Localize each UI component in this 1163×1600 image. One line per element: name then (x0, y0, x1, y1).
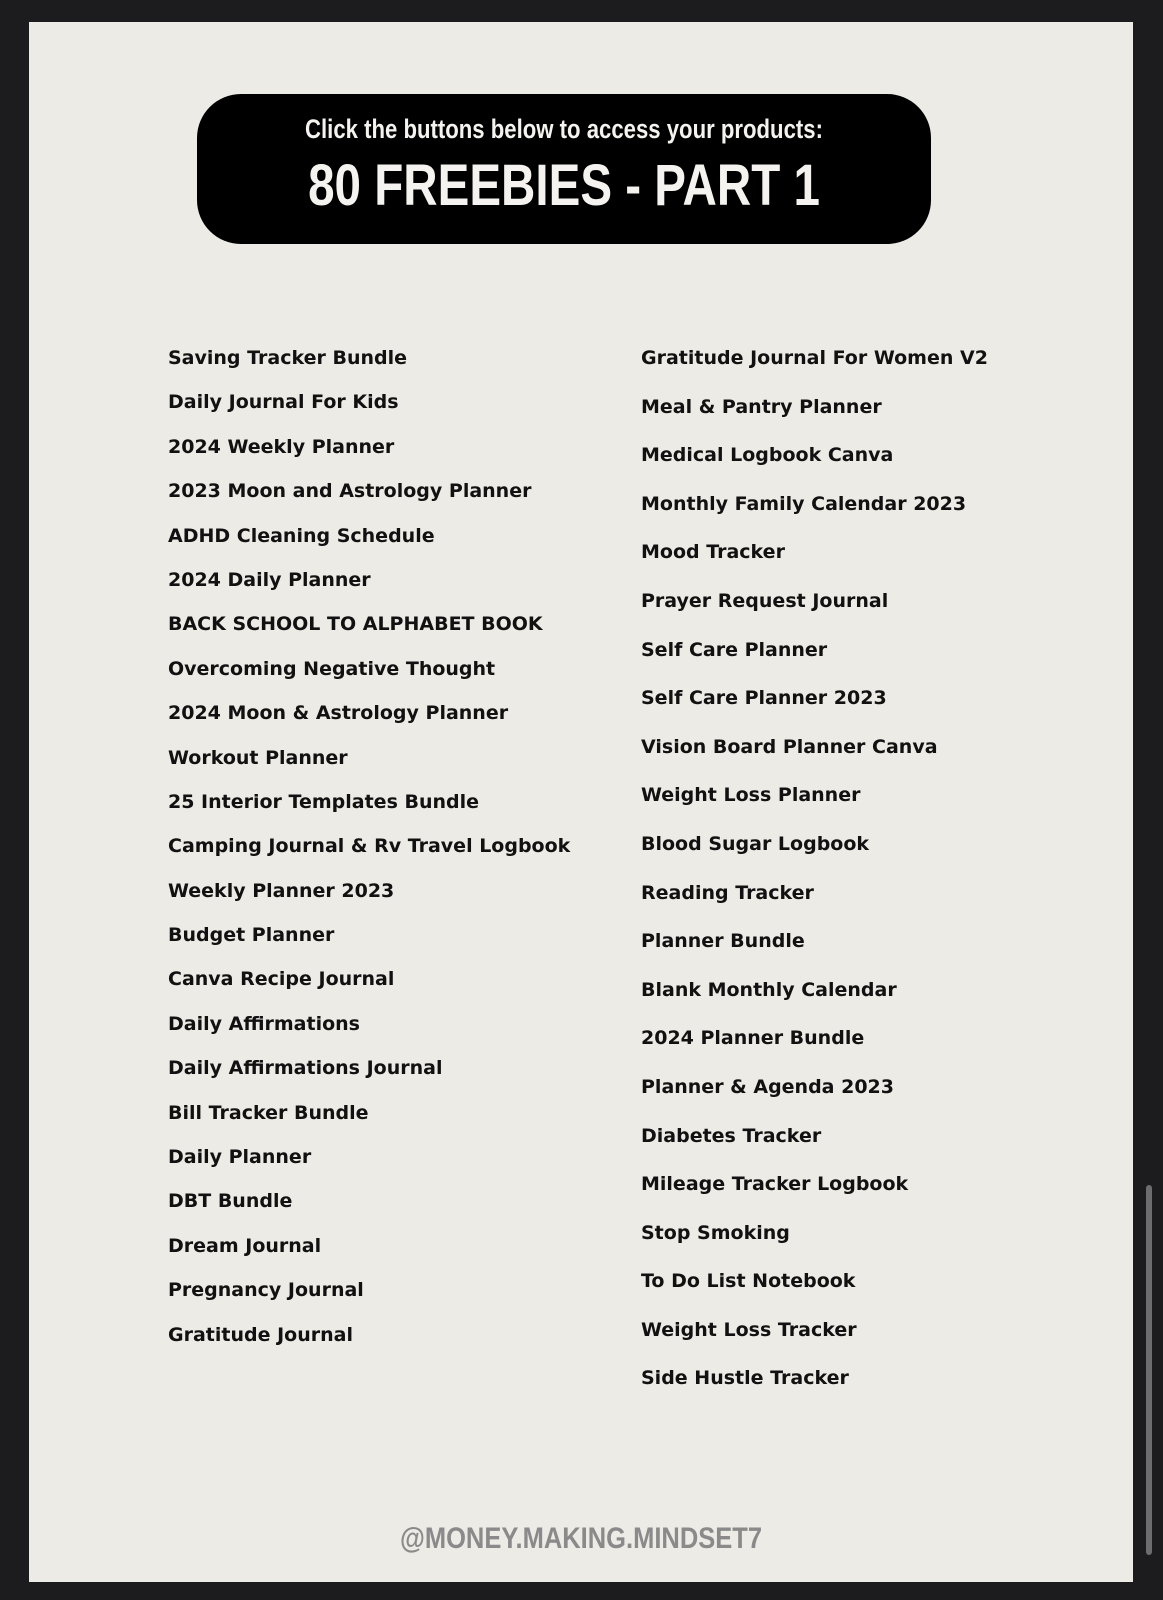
product-link[interactable]: Daily Planner (168, 1146, 312, 1169)
product-link[interactable]: DBT Bundle (168, 1190, 293, 1213)
product-link[interactable]: Bill Tracker Bundle (168, 1101, 369, 1124)
product-link[interactable]: Workout Planner (168, 746, 348, 769)
banner-subtitle: Click the buttons below to access your products: (305, 114, 823, 144)
product-link[interactable]: Mileage Tracker Logbook (641, 1173, 909, 1196)
product-link[interactable]: Daily Affirmations (168, 1012, 360, 1035)
product-link[interactable]: Prayer Request Journal (641, 589, 889, 612)
header-banner (197, 94, 931, 244)
product-link[interactable]: Camping Journal & Rv Travel Logbook (168, 835, 571, 858)
product-link[interactable]: Reading Tracker (641, 881, 814, 904)
product-link[interactable]: Medical Logbook Canva (641, 444, 894, 467)
product-link[interactable]: 25 Interior Templates Bundle (168, 790, 480, 813)
product-link[interactable]: Canva Recipe Journal (168, 968, 395, 991)
product-link[interactable]: Weekly Planner 2023 (168, 879, 395, 902)
product-link[interactable]: Monthly Family Calendar 2023 (641, 492, 967, 515)
product-link[interactable]: Weight Loss Planner (641, 784, 861, 807)
product-link[interactable]: 2024 Weekly Planner (168, 435, 395, 458)
product-link[interactable]: Planner & Agenda 2023 (641, 1075, 895, 1098)
product-list-right (641, 347, 988, 1416)
product-link[interactable]: Budget Planner (168, 924, 335, 947)
banner-title: 80 FREEBIES - PART 1 (308, 153, 820, 218)
product-link[interactable]: 2024 Planner Bundle (641, 1027, 865, 1050)
product-link[interactable]: Side Hustle Tracker (641, 1367, 849, 1390)
product-link[interactable]: Gratitude Journal For Women V2 (641, 347, 988, 369)
product-link[interactable]: Daily Affirmations Journal (168, 1057, 443, 1080)
product-link[interactable]: To Do List Notebook (641, 1270, 856, 1293)
product-link[interactable]: Meal & Pantry Planner (641, 395, 882, 418)
product-link[interactable]: Self Care Planner 2023 (641, 687, 887, 710)
product-link[interactable]: Self Care Planner (641, 638, 828, 661)
product-link[interactable]: Diabetes Tracker (641, 1124, 822, 1147)
product-link[interactable]: Overcoming Negative Thought (168, 657, 496, 680)
product-link[interactable]: Weight Loss Tracker (641, 1318, 857, 1341)
product-link[interactable]: Blank Monthly Calendar (641, 978, 897, 1001)
product-link[interactable]: Planner Bundle (641, 930, 805, 953)
product-link[interactable]: Vision Board Planner Canva (641, 735, 938, 758)
scrollbar[interactable] (1146, 1185, 1152, 1555)
product-link[interactable]: 2024 Daily Planner (168, 568, 371, 591)
product-list-left (168, 347, 570, 1368)
product-link[interactable]: Blood Sugar Logbook (641, 832, 870, 855)
product-link[interactable]: Daily Journal For Kids (168, 391, 399, 414)
product-link[interactable]: BACK SCHOOL TO ALPHABET BOOK (168, 613, 543, 636)
product-link[interactable]: Pregnancy Journal (168, 1279, 364, 1302)
product-link[interactable]: ADHD Cleaning Schedule (168, 524, 435, 547)
product-link[interactable]: 2023 Moon and Astrology Planner (168, 480, 532, 503)
product-link[interactable]: Stop Smoking (641, 1221, 790, 1244)
product-link[interactable]: Gratitude Journal (168, 1323, 353, 1346)
product-link[interactable]: Mood Tracker (641, 541, 785, 564)
product-link[interactable]: 2024 Moon & Astrology Planner (168, 702, 509, 725)
document-page (29, 22, 1133, 1582)
footer-handle: @MONEY.MAKING.MINDSET7 (399, 1522, 763, 1555)
product-link[interactable]: Dream Journal (168, 1234, 322, 1257)
product-link[interactable]: Saving Tracker Bundle (168, 347, 408, 369)
